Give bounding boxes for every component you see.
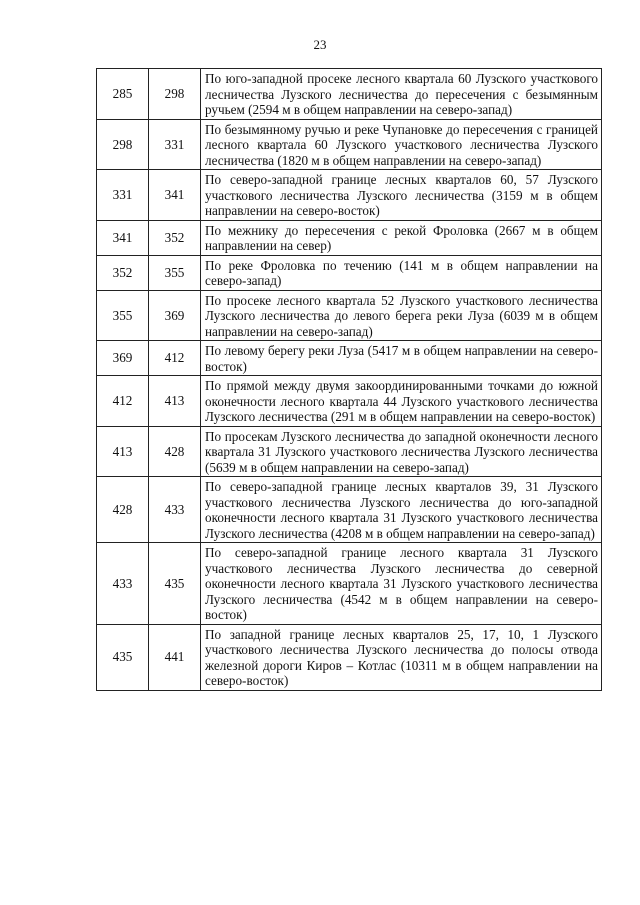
point-from: 433 — [97, 543, 149, 625]
point-to: 341 — [149, 170, 201, 221]
point-from: 428 — [97, 477, 149, 543]
segment-description: По северо-западной границе лесных кварталов 60, 57 Лузского участкового лесничества Лузского лесничества (3159 м в общем направлении на северо-восток) — [201, 170, 602, 221]
segment-description: По просекам Лузского лесничества до западной оконечности лесного квартала 31 Лузского участкового лесничества Лузского лесничества (5639 м в общем направлении на северо-запад) — [201, 426, 602, 477]
table-row — [97, 119, 602, 170]
point-to: 352 — [149, 220, 201, 255]
table-row — [97, 624, 602, 690]
point-to: 355 — [149, 255, 201, 290]
table-row — [97, 543, 602, 625]
point-from: 413 — [97, 426, 149, 477]
boundary-table — [96, 68, 602, 691]
point-to: 331 — [149, 119, 201, 170]
table-row — [97, 290, 602, 341]
point-from: 285 — [97, 69, 149, 120]
table-row — [97, 220, 602, 255]
segment-description: По реке Фроловка по течению (141 м в общем направлении на северо-запад) — [201, 255, 602, 290]
segment-description: По просеке лесного квартала 52 Лузского участкового лесничества Лузского лесничества до левого берега реки Луза (6039 м в общем направлении на северо-запад) — [201, 290, 602, 341]
point-from: 435 — [97, 624, 149, 690]
segment-description: По прямой между двумя закоординированными точками до южной оконечности лесного квартала 44 Лузского участкового лесничества Лузского лесничества (291 м в общем направлении на северо-восток) — [201, 376, 602, 427]
point-to: 428 — [149, 426, 201, 477]
point-to: 441 — [149, 624, 201, 690]
point-from: 341 — [97, 220, 149, 255]
table-row — [97, 69, 602, 120]
segment-description: По западной границе лесных кварталов 25, 17, 10, 1 Лузского участкового лесничества Лузского лесничества до полосы отвода железной дороги Киров – Котлас (10311 м в общем направлении на северо-восток) — [201, 624, 602, 690]
point-from: 412 — [97, 376, 149, 427]
point-to: 413 — [149, 376, 201, 427]
point-to: 433 — [149, 477, 201, 543]
segment-description: По межнику до пересечения с рекой Фроловка (2667 м в общем направлении на север) — [201, 220, 602, 255]
table-row — [97, 341, 602, 376]
point-to: 435 — [149, 543, 201, 625]
segment-description: По юго-западной просеке лесного квартала 60 Лузского участкового лесничества Лузского лесничества до пересечения с безымянным ручьем (2594 м в общем направлении на северо-запад) — [201, 69, 602, 120]
table-row — [97, 376, 602, 427]
point-from: 355 — [97, 290, 149, 341]
page-number: 23 — [313, 37, 327, 52]
point-from: 298 — [97, 119, 149, 170]
point-to: 298 — [149, 69, 201, 120]
point-from: 352 — [97, 255, 149, 290]
point-to: 412 — [149, 341, 201, 376]
point-from: 331 — [97, 170, 149, 221]
segment-description: По левому берегу реки Луза (5417 м в общем направлении на северо-восток) — [201, 341, 602, 376]
table-row — [97, 170, 602, 221]
segment-description: По северо-западной границе лесного квартала 31 Лузского участкового лесничества Лузского лесничества до северной оконечности лесного квартала 31 Лузского участкового лесничества Лузского лесничества (4542 м в общем направлении на северо-восток) — [201, 543, 602, 625]
segment-description: По северо-западной границе лесных кварталов 39, 31 Лузского участкового лесничества Лузского лесничества до юго-западной оконечности лесного квартала 31 Лузского участкового лесничества Лузского лесничества (4208 м в общем направлении на северо-запад) — [201, 477, 602, 543]
point-from: 369 — [97, 341, 149, 376]
point-to: 369 — [149, 290, 201, 341]
table-row — [97, 255, 602, 290]
table-row — [97, 477, 602, 543]
segment-description: По безымянному ручью и реке Чупановке до пересечения с границей лесного квартала 60 Лузского участкового лесничества Лузского лесничества (1820 м в общем направлении на северо-запад) — [201, 119, 602, 170]
table-row — [97, 426, 602, 477]
